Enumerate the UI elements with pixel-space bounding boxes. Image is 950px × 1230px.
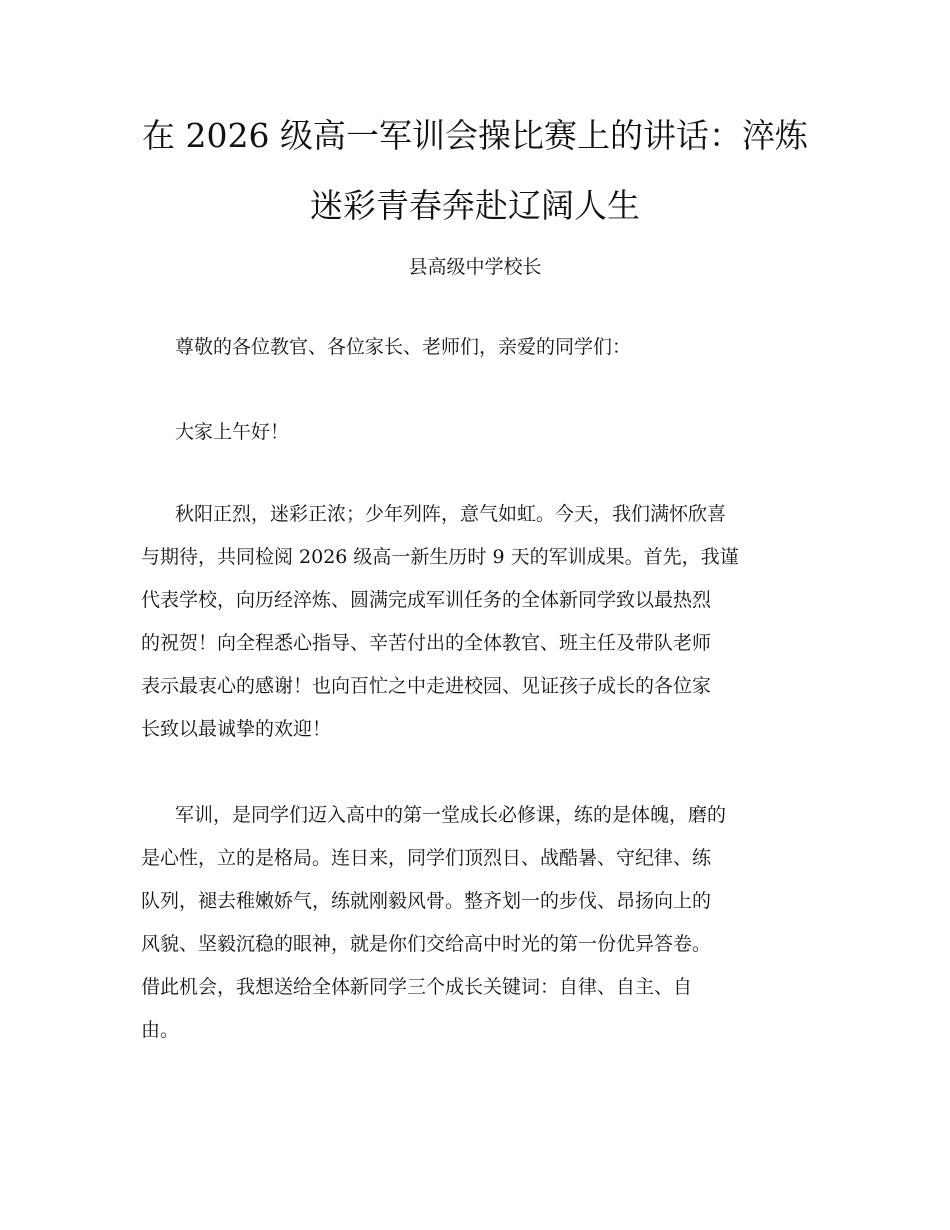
paragraph-line: 队列，褪去稚嫩娇气，练就刚毅风骨。整齐划一的步伐、昂扬向上的 <box>141 890 712 912</box>
paragraph-line: 代表学校，向历经淬炼、圆满完成军训任务的全体新同学致以最热烈 <box>141 589 712 611</box>
paragraph-line: 军训，是同学们迈入高中的第一堂成长必修课，练的是体魄，磨的 <box>175 804 727 826</box>
paragraph-line: 秋阳正烈，迷彩正浓；少年列阵，意气如虹。今天，我们满怀欣喜 <box>175 503 727 525</box>
greeting-text: 大家上午好！ <box>175 421 290 443</box>
paragraph-line: 借此机会，我想送给全体新同学三个成长关键词：自律、自主、自 <box>141 976 693 998</box>
author-line: 县高级中学校长 <box>408 256 542 278</box>
title-line-1: 在 2026 级高一军训会操比赛上的讲话：淬炼 <box>142 116 808 155</box>
paragraph-line: 表示最衷心的感谢！也向百忙之中走进校园、见证孩子成长的各位家 <box>141 675 712 697</box>
paragraph-line: 风貌、坚毅沉稳的眼神，就是你们交给高中时光的第一份优异答卷。 <box>141 933 712 955</box>
paragraph-line: 长致以最诚挚的欢迎！ <box>141 718 332 740</box>
paragraph-line: 是心性，立的是格局。连日来，同学们顶烈日、战酷暑、守纪律、练 <box>141 847 712 869</box>
title-line-2: 迷彩青春奔赴辽阔人生 <box>310 186 640 225</box>
paragraph-line: 的祝贺！向全程悉心指导、辛苦付出的全体教官、班主任及带队老师 <box>141 632 712 654</box>
salutation-text: 尊敬的各位教官、各位家长、老师们，亲爱的同学们： <box>175 336 632 358</box>
paragraph-line: 与期待，共同检阅 2026 级高一新生历时 9 天的军训成果。首先，我谨 <box>141 546 739 568</box>
paragraph-line: 由。 <box>141 1019 180 1041</box>
